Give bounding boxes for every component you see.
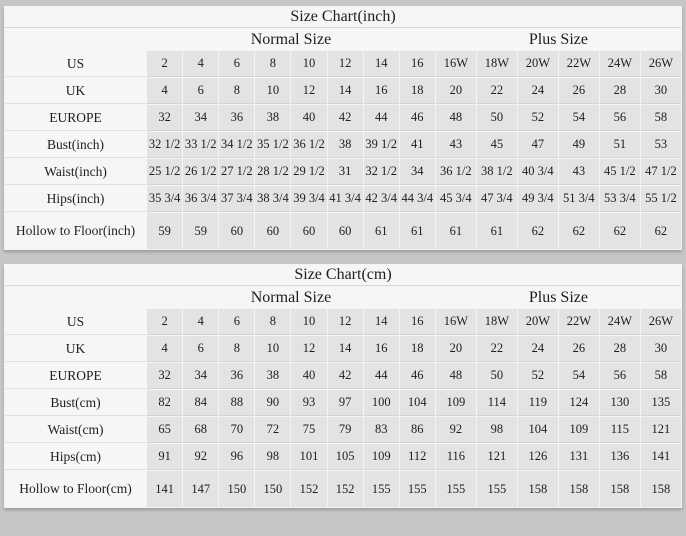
size-cell: 62 [518,213,558,249]
size-cell: 10 [255,336,290,362]
table-row [5,363,681,389]
size-cell: 38 [255,363,290,389]
size-cell: 115 [600,417,640,443]
size-cell: 136 [600,444,640,470]
size-cell: 28 [600,78,640,104]
size-cell: 45 [477,132,517,158]
size-cell: 32 1/2 [364,159,399,185]
size-cell: 98 [255,444,290,470]
size-cell: 16 [400,51,435,77]
size-cell: 24W [600,51,640,77]
size-cell: 58 [641,105,681,131]
size-cell: 27 1/2 [219,159,254,185]
row-label: US [5,51,146,77]
size-cell: 12 [291,78,326,104]
size-cell: 35 3/4 [147,186,182,212]
size-cell: 84 [183,390,218,416]
size-cell: 45 1/2 [600,159,640,185]
table-row [5,186,681,212]
size-cell: 141 [147,471,182,507]
size-cell: 8 [255,51,290,77]
size-cell: 26 [559,336,599,362]
size-cell: 121 [641,417,681,443]
row-label: Hollow to Floor(cm) [5,471,146,507]
row-label: Hips(inch) [5,186,146,212]
size-cell: 22W [559,51,599,77]
size-cell: 14 [328,336,363,362]
size-cell: 4 [183,309,218,335]
size-cell: 16 [364,336,399,362]
size-cell: 54 [559,363,599,389]
size-cell: 48 [436,105,476,131]
size-cell: 6 [183,336,218,362]
size-cell: 46 [400,105,435,131]
size-cell: 14 [328,78,363,104]
size-cell: 109 [559,417,599,443]
size-cell: 141 [641,444,681,470]
size-cell: 54 [559,105,599,131]
size-cell: 38 1/2 [477,159,517,185]
table-title-row [5,7,681,28]
size-cell: 91 [147,444,182,470]
size-cell: 75 [291,417,326,443]
size-cell: 56 [600,105,640,131]
size-cell: 88 [219,390,254,416]
size-cell: 35 1/2 [255,132,290,158]
row-label: UK [5,78,146,104]
size-cell: 158 [518,471,558,507]
size-cell: 79 [328,417,363,443]
table-row [5,309,681,335]
size-cell: 53 [641,132,681,158]
size-cell: 47 1/2 [641,159,681,185]
size-cell: 2 [147,51,182,77]
size-cell: 47 [518,132,558,158]
size-cell: 62 [600,213,640,249]
size-cell: 65 [147,417,182,443]
size-cell: 34 [400,159,435,185]
size-cell: 130 [600,390,640,416]
size-cell: 34 [183,105,218,131]
table-row [5,417,681,443]
size-cell: 33 1/2 [183,132,218,158]
size-cell: 41 [400,132,435,158]
size-cell: 126 [518,444,558,470]
size-cell: 20W [518,51,558,77]
size-cell: 34 [183,363,218,389]
size-cell: 155 [436,471,476,507]
size-cell: 32 [147,363,182,389]
size-cell: 22 [477,336,517,362]
size-cell: 29 1/2 [291,159,326,185]
plus-size-header: Plus Size [436,29,681,50]
size-cell: 37 3/4 [219,186,254,212]
size-cell: 14 [364,51,399,77]
size-cell: 92 [183,444,218,470]
size-cell: 152 [291,471,326,507]
size-cell: 109 [436,390,476,416]
normal-size-header: Normal Size [147,29,435,50]
size-cell: 97 [328,390,363,416]
size-cell: 43 [436,132,476,158]
size-cell: 98 [477,417,517,443]
size-cell: 46 [400,363,435,389]
size-cell: 61 [400,213,435,249]
size-cell: 16 [400,309,435,335]
size-cell: 50 [477,363,517,389]
size-cell: 100 [364,390,399,416]
size-cell: 50 [477,105,517,131]
size-cell: 26W [641,309,681,335]
plus-size-header: Plus Size [436,287,681,308]
size-cell: 38 [255,105,290,131]
size-cell: 104 [400,390,435,416]
size-cell: 147 [183,471,218,507]
size-cell: 40 [291,105,326,131]
row-label: Waist(inch) [5,159,146,185]
table-row [5,51,681,77]
size-cell: 8 [255,309,290,335]
size-cell: 10 [255,78,290,104]
table-row [5,213,681,249]
size-cell: 56 [600,363,640,389]
size-cell: 25 1/2 [147,159,182,185]
size-cell: 16 [364,78,399,104]
size-cell: 36 1/2 [291,132,326,158]
size-cell: 28 1/2 [255,159,290,185]
size-cell: 155 [364,471,399,507]
size-cell: 51 [600,132,640,158]
size-table-body [5,309,681,507]
size-cell: 28 [600,336,640,362]
size-cell: 44 [364,105,399,131]
size-cell: 48 [436,363,476,389]
size-cell: 36 1/2 [436,159,476,185]
size-cell: 61 [477,213,517,249]
size-cell: 150 [219,471,254,507]
size-cell: 52 [518,105,558,131]
size-cell: 26W [641,51,681,77]
size-cell: 4 [147,336,182,362]
size-cell: 24 [518,336,558,362]
size-cell: 34 1/2 [219,132,254,158]
size-chart-cm [4,264,682,508]
size-cell: 30 [641,336,681,362]
size-cell: 24 [518,78,558,104]
table-row [5,336,681,362]
size-cell: 124 [559,390,599,416]
size-cell: 43 [559,159,599,185]
size-cell: 58 [641,363,681,389]
size-cell: 16W [436,51,476,77]
size-cell: 150 [255,471,290,507]
size-cell: 109 [364,444,399,470]
table-row [5,159,681,185]
size-cell: 41 3/4 [328,186,363,212]
size-cell: 36 [219,363,254,389]
row-label: Bust(inch) [5,132,146,158]
size-chart-page [0,6,686,536]
size-cell: 12 [328,51,363,77]
size-cell: 45 3/4 [436,186,476,212]
row-label: Bust(cm) [5,390,146,416]
size-cell: 31 [328,159,363,185]
size-cell: 51 3/4 [559,186,599,212]
table-title-row [5,265,681,286]
size-cell: 135 [641,390,681,416]
size-cell: 62 [641,213,681,249]
size-cell: 42 3/4 [364,186,399,212]
size-cell: 96 [219,444,254,470]
size-cell: 60 [291,213,326,249]
size-cell: 32 [147,105,182,131]
size-cell: 39 1/2 [364,132,399,158]
size-cell: 40 3/4 [518,159,558,185]
corner-cell [5,287,146,308]
size-table-body [5,51,681,249]
size-cell: 10 [291,309,326,335]
table-row [5,444,681,470]
size-cell: 42 [328,105,363,131]
size-cell: 18W [477,309,517,335]
normal-size-header: Normal Size [147,287,435,308]
size-cell: 30 [641,78,681,104]
size-cell: 20 [436,78,476,104]
size-cell: 26 [559,78,599,104]
size-cell: 52 [518,363,558,389]
size-cell: 82 [147,390,182,416]
row-label: US [5,309,146,335]
size-cell: 59 [183,213,218,249]
size-cell: 44 [364,363,399,389]
size-cell: 49 [559,132,599,158]
size-cell: 114 [477,390,517,416]
size-cell: 12 [328,309,363,335]
size-cell: 86 [400,417,435,443]
size-cell: 24W [600,309,640,335]
table-row [5,105,681,131]
size-cell: 61 [364,213,399,249]
size-cell: 61 [436,213,476,249]
size-cell: 8 [219,336,254,362]
size-cell: 131 [559,444,599,470]
size-chart-inch [4,6,682,250]
table-row [5,78,681,104]
size-cell: 68 [183,417,218,443]
size-cell: 38 [328,132,363,158]
size-cell: 38 3/4 [255,186,290,212]
size-cell: 83 [364,417,399,443]
size-cell: 22 [477,78,517,104]
size-cell: 152 [328,471,363,507]
row-label: UK [5,336,146,362]
size-cell: 40 [291,363,326,389]
size-cell: 36 [219,105,254,131]
size-cell: 59 [147,213,182,249]
group-header-row [5,29,681,50]
size-cell: 4 [183,51,218,77]
size-cell: 158 [600,471,640,507]
size-cell: 36 3/4 [183,186,218,212]
size-cell: 72 [255,417,290,443]
size-cell: 10 [291,51,326,77]
size-cell: 8 [219,78,254,104]
table-title: Size Chart(cm) [5,265,681,286]
size-cell: 90 [255,390,290,416]
corner-cell [5,29,146,50]
size-cell: 26 1/2 [183,159,218,185]
size-cell: 158 [641,471,681,507]
row-label: Hollow to Floor(inch) [5,213,146,249]
size-table-inch [4,6,682,250]
size-table-cm [4,264,682,508]
size-cell: 16W [436,309,476,335]
size-cell: 105 [328,444,363,470]
table-row [5,471,681,507]
size-cell: 93 [291,390,326,416]
table-title: Size Chart(inch) [5,7,681,28]
table-row [5,390,681,416]
size-cell: 18W [477,51,517,77]
size-cell: 18 [400,336,435,362]
size-cell: 70 [219,417,254,443]
size-cell: 62 [559,213,599,249]
size-cell: 32 1/2 [147,132,182,158]
row-label: EUROPE [5,105,146,131]
row-label: EUROPE [5,363,146,389]
size-cell: 6 [219,309,254,335]
size-cell: 14 [364,309,399,335]
size-cell: 39 3/4 [291,186,326,212]
size-cell: 12 [291,336,326,362]
size-cell: 20 [436,336,476,362]
row-label: Hips(cm) [5,444,146,470]
size-cell: 42 [328,363,363,389]
size-cell: 104 [518,417,558,443]
size-cell: 55 1/2 [641,186,681,212]
size-cell: 47 3/4 [477,186,517,212]
size-cell: 112 [400,444,435,470]
size-cell: 155 [400,471,435,507]
size-cell: 2 [147,309,182,335]
row-label: Waist(cm) [5,417,146,443]
table-row [5,132,681,158]
size-cell: 49 3/4 [518,186,558,212]
size-cell: 119 [518,390,558,416]
size-cell: 155 [477,471,517,507]
size-cell: 22W [559,309,599,335]
size-cell: 116 [436,444,476,470]
size-cell: 121 [477,444,517,470]
size-cell: 4 [147,78,182,104]
size-cell: 6 [219,51,254,77]
size-cell: 20W [518,309,558,335]
size-cell: 44 3/4 [400,186,435,212]
group-header-row [5,287,681,308]
size-cell: 101 [291,444,326,470]
size-cell: 158 [559,471,599,507]
size-cell: 53 3/4 [600,186,640,212]
size-cell: 60 [219,213,254,249]
size-cell: 60 [328,213,363,249]
size-cell: 6 [183,78,218,104]
size-cell: 18 [400,78,435,104]
size-cell: 92 [436,417,476,443]
size-cell: 60 [255,213,290,249]
